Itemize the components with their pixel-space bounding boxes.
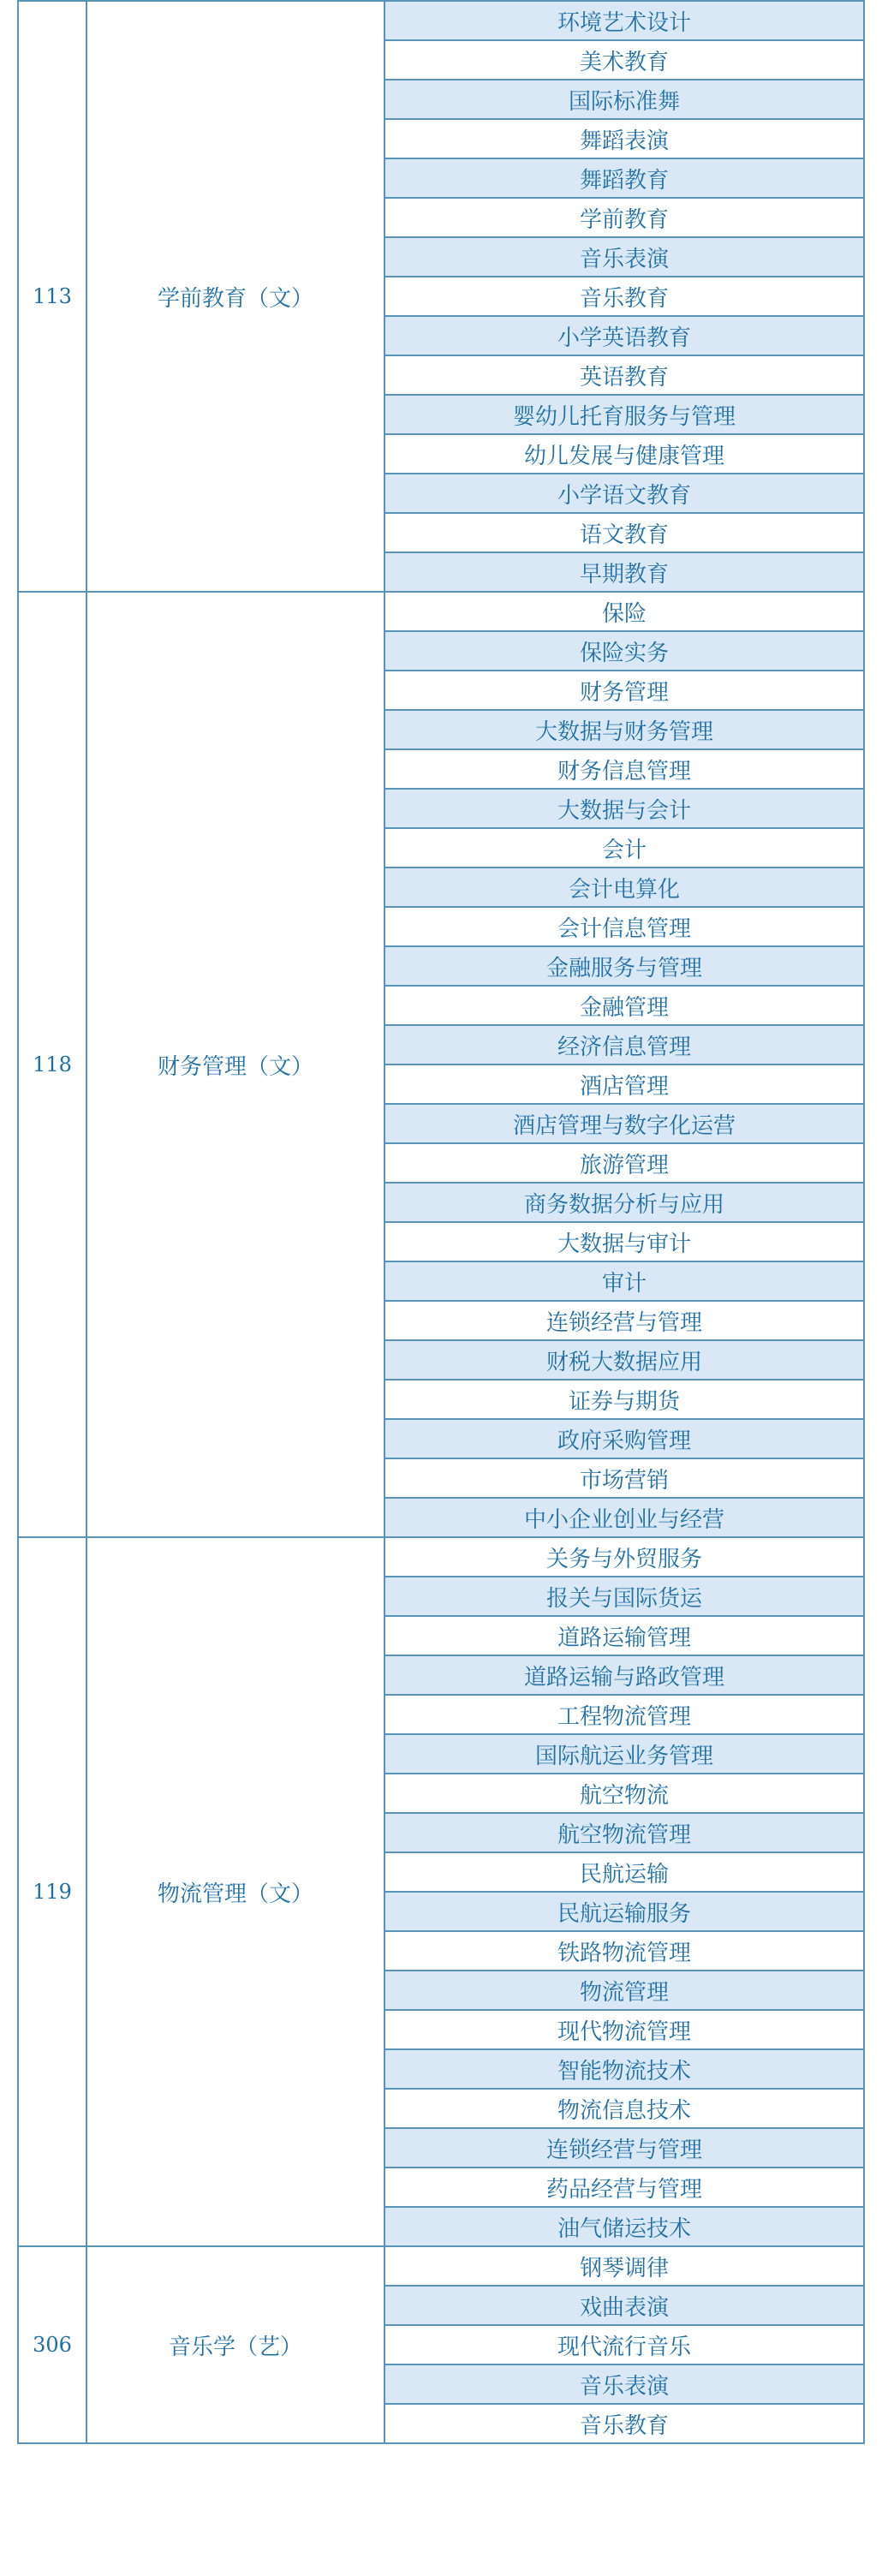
major-name: 关务与外贸服务 bbox=[384, 1537, 864, 1577]
major-name: 舞蹈表演 bbox=[384, 119, 864, 158]
major-name: 物流管理 bbox=[384, 1971, 864, 2010]
major-name: 小学语文教育 bbox=[384, 474, 864, 513]
group-category: 财务管理（文） bbox=[86, 592, 384, 1537]
major-table bbox=[17, 0, 865, 2444]
major-name: 会计电算化 bbox=[384, 868, 864, 907]
major-name: 道路运输与路政管理 bbox=[384, 1655, 864, 1695]
major-name: 舞蹈教育 bbox=[384, 158, 864, 198]
major-name: 音乐表演 bbox=[384, 2364, 864, 2404]
table-row bbox=[18, 1537, 864, 1577]
major-name: 航空物流 bbox=[384, 1774, 864, 1813]
table-row bbox=[18, 2246, 864, 2286]
major-name: 商务数据分析与应用 bbox=[384, 1183, 864, 1222]
major-name: 财务信息管理 bbox=[384, 749, 864, 789]
major-name: 学前教育 bbox=[384, 198, 864, 237]
major-name: 航空物流管理 bbox=[384, 1813, 864, 1852]
major-name: 中小企业创业与经营 bbox=[384, 1498, 864, 1537]
group-code: 118 bbox=[18, 592, 86, 1537]
major-name: 连锁经营与管理 bbox=[384, 2128, 864, 2168]
major-name: 报关与国际货运 bbox=[384, 1577, 864, 1616]
major-name: 大数据与会计 bbox=[384, 789, 864, 828]
major-name: 幼儿发展与健康管理 bbox=[384, 434, 864, 474]
group-code: 306 bbox=[18, 2246, 86, 2443]
major-name: 财税大数据应用 bbox=[384, 1340, 864, 1380]
major-name: 会计信息管理 bbox=[384, 907, 864, 946]
major-name: 旅游管理 bbox=[384, 1143, 864, 1183]
major-name: 民航运输服务 bbox=[384, 1892, 864, 1931]
major-name: 戏曲表演 bbox=[384, 2286, 864, 2325]
major-name: 大数据与审计 bbox=[384, 1222, 864, 1261]
major-name: 会计 bbox=[384, 828, 864, 868]
major-name: 工程物流管理 bbox=[384, 1695, 864, 1734]
major-name: 小学英语教育 bbox=[384, 316, 864, 355]
major-name: 音乐教育 bbox=[384, 2404, 864, 2443]
major-name: 金融管理 bbox=[384, 986, 864, 1025]
group-code: 119 bbox=[18, 1537, 86, 2246]
major-name: 保险实务 bbox=[384, 631, 864, 671]
major-name: 国际航运业务管理 bbox=[384, 1734, 864, 1774]
major-name: 现代物流管理 bbox=[384, 2010, 864, 2049]
major-name: 保险 bbox=[384, 592, 864, 631]
major-name: 证券与期货 bbox=[384, 1380, 864, 1419]
major-name: 酒店管理与数字化运营 bbox=[384, 1104, 864, 1143]
major-name: 钢琴调律 bbox=[384, 2246, 864, 2286]
major-name: 早期教育 bbox=[384, 552, 864, 592]
major-name: 经济信息管理 bbox=[384, 1025, 864, 1064]
table-row bbox=[18, 592, 864, 631]
major-name: 大数据与财务管理 bbox=[384, 710, 864, 749]
table-row bbox=[18, 1, 864, 40]
major-name: 审计 bbox=[384, 1261, 864, 1301]
major-name: 财务管理 bbox=[384, 671, 864, 710]
major-name: 物流信息技术 bbox=[384, 2089, 864, 2128]
major-name: 智能物流技术 bbox=[384, 2049, 864, 2089]
major-name: 国际标准舞 bbox=[384, 80, 864, 119]
major-name: 语文教育 bbox=[384, 513, 864, 552]
group-category: 学前教育（文） bbox=[86, 1, 384, 592]
major-name: 铁路物流管理 bbox=[384, 1931, 864, 1971]
major-name: 环境艺术设计 bbox=[384, 1, 864, 40]
major-name: 婴幼儿托育服务与管理 bbox=[384, 395, 864, 434]
major-name: 音乐表演 bbox=[384, 237, 864, 277]
major-name: 现代流行音乐 bbox=[384, 2325, 864, 2364]
group-code: 113 bbox=[18, 1, 86, 592]
major-name: 政府采购管理 bbox=[384, 1419, 864, 1458]
major-name: 音乐教育 bbox=[384, 277, 864, 316]
major-name: 金融服务与管理 bbox=[384, 946, 864, 986]
major-name: 酒店管理 bbox=[384, 1064, 864, 1104]
major-name: 美术教育 bbox=[384, 40, 864, 80]
major-name: 英语教育 bbox=[384, 355, 864, 395]
major-name: 连锁经营与管理 bbox=[384, 1301, 864, 1340]
major-name: 药品经营与管理 bbox=[384, 2168, 864, 2207]
major-name: 道路运输管理 bbox=[384, 1616, 864, 1655]
major-name: 油气储运技术 bbox=[384, 2207, 864, 2246]
group-category: 音乐学（艺） bbox=[86, 2246, 384, 2443]
group-category: 物流管理（文） bbox=[86, 1537, 384, 2246]
major-name: 市场营销 bbox=[384, 1458, 864, 1498]
major-table-body bbox=[18, 1, 864, 2443]
major-name: 民航运输 bbox=[384, 1852, 864, 1892]
